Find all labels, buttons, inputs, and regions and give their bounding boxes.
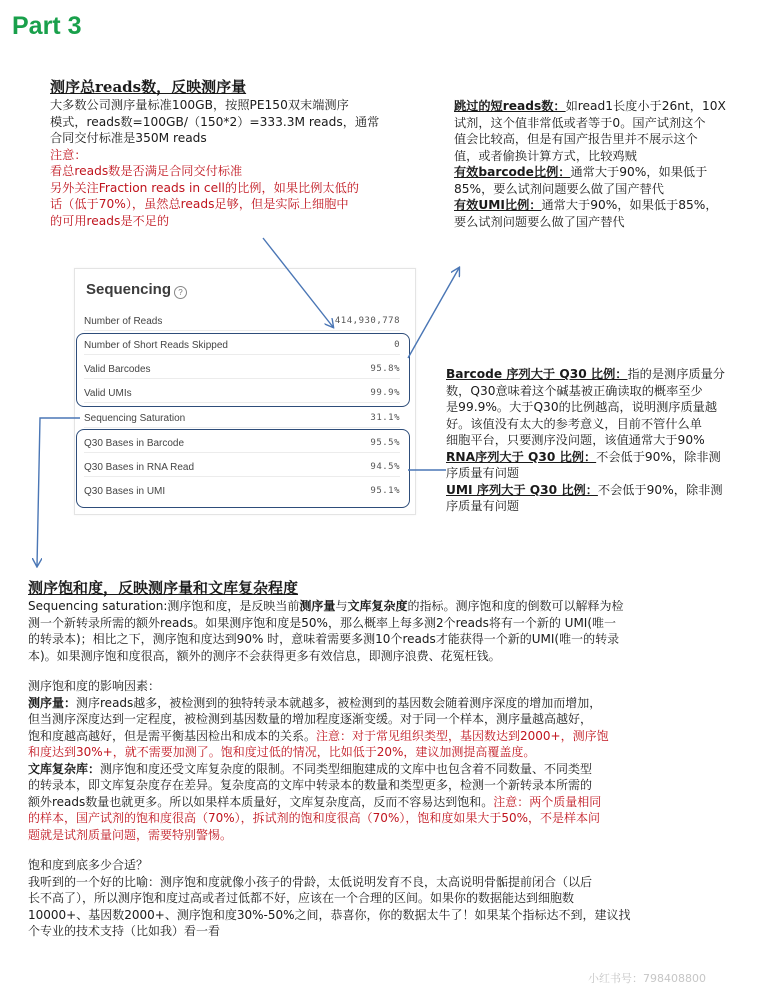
row-value: 414,930,778 [334, 316, 400, 326]
question-line: 饱和度到底多少合适？ [28, 858, 149, 872]
row-value: 0 [394, 340, 400, 350]
total-reads-line: 大多数公司测序量标准100GB，按照PE150双末端测序 [50, 98, 349, 112]
saturation-keyword: 文库复杂度 [347, 599, 408, 613]
barcode-q30-text: 指的是测序质量分 [627, 367, 725, 381]
sequencing-title: Sequencing [86, 281, 172, 298]
arrow-skipped [408, 268, 459, 358]
skipped-line: 值会比较高，但是有国产报告里并不展示这个 [454, 132, 698, 146]
factors-label: 测序饱和度的影响因素： [28, 679, 161, 693]
umi-q30-line: 序质量有问题 [446, 499, 520, 513]
factor-note: 的样本，国产试剂的饱和度很高（70%），拆试剂的饱和度很高（70%），饱和度如果大于50%，不是样本问 [28, 811, 601, 825]
skipped-heading: 跳过的短reads数： [454, 99, 566, 113]
rna-q30-text: 不会低于90%，除非测 [596, 449, 721, 464]
row-value: 31.1% [370, 413, 400, 423]
factor-note: 注意：两个质量相同 [493, 794, 602, 809]
factor-text: 测序reads越多，被检测到的独特转录本就越多，被检测到的基因数会随着测序深度的增加而增加， [76, 695, 602, 710]
note-line: 另外关注Fraction reads in cell的比例，如果比例太低的 [50, 180, 359, 195]
note-label: 注意： [50, 147, 87, 162]
rna-q30-heading: RNA序列大于 Q30 比例： [446, 449, 597, 464]
row-label: Q30 Bases in Barcode [84, 438, 185, 449]
saturation-line: 本)。如果测序饱和度很高，额外的测序不会获得更多有效信息，即测序浪费、花冤枉钱。 [28, 648, 501, 663]
valid-umi-line: 要么试剂问题要么做了国产替代 [454, 214, 625, 229]
total-reads-heading: 测序总reads数，反映测序量 [50, 78, 247, 96]
row-value: 94.5% [370, 462, 400, 472]
watermark: 小红书号：798408800 [588, 972, 706, 985]
part-title: Part 3 [12, 12, 82, 40]
umi-q30-text: 不会低于90%，除非测 [597, 482, 723, 497]
saturation-block [28, 579, 776, 940]
answer-line: 10000+、基因数2000+、测序饱和度30%-50%之间，恭喜你，你的数据太牛了！如果某个指标达不到，建议找 [28, 907, 631, 922]
factor-text: 饱和度越高越好，但是需平衡基因检出和成本的关系。 [28, 728, 317, 743]
valid-barcode-heading: 有效barcode比例： [454, 165, 571, 179]
answer-line: 我听到的一个好的比喻：测序饱和度就像小孩子的骨龄，太低说明发育不良，太高说明骨骺提前闭合（以后 [28, 874, 593, 889]
saturation-text: 的指标。测序饱和度的倒数可以解释为检 [407, 599, 624, 613]
factor-note: 注意：对于常见组织类型，基因数达到2000+，测序饱 [316, 728, 609, 743]
answer-line: 长不高了），所以测序饱和度过高或者过低都不好，应该在一个合理的区间。如果你的数据能达到细胞数 [28, 891, 575, 905]
row-label: Valid UMIs [84, 388, 132, 399]
barcode-q30-line: 细胞平台，只要测序没问题，该值通常大于90% [446, 433, 705, 447]
factor-heading: 测序量： [28, 695, 77, 710]
rna-q30-line: 序质量有问题 [446, 466, 520, 480]
row-label: Number of Reads [84, 316, 163, 327]
total-reads-line: 模式，reads数=100GB/（150*2）=333.3M reads，通常 [50, 114, 380, 129]
note-line: 话（低于70%），虽然总reads足够，但是实际上细胞中 [50, 197, 349, 211]
factor-note: 和度达到30%+，就不需要加测了。饱和度过低的情况，比如低于20%，建议加测提高覆盖度。 [28, 745, 536, 759]
valid-umi-text: 通常大于90%，如果低于85%， [541, 198, 718, 212]
barcode-q30-line: 好。该值没有太大的参考意义，目前不管什么单 [446, 416, 702, 431]
factor-line: 但当测序深度达到一定程度，被检测到基因数量的增加程度逐渐变缓。对于同一个样本，测序量越高越好， [28, 712, 593, 726]
factor-text: 额外reads数量也就更多。所以如果样本质量好，文库复杂度高，反而不容易达到饱和。 [28, 794, 494, 809]
row-label: Number of Short Reads Skipped [84, 340, 228, 351]
umi-q30-heading: UMI 序列大于 Q30 比例： [446, 482, 598, 497]
factor-line: 的转录本，即文库复杂度存在差异。复杂度高的文库中转录本的数量和类型更多，检测一个新转录本所需的 [28, 778, 593, 792]
factor-heading: 文库复杂库： [28, 761, 101, 776]
arrow-total-reads [263, 238, 333, 327]
factor-note: 题就是试剂质量问题，需要特别警惕。 [28, 827, 233, 842]
skipped-text: 如read1长度小于26nt，10X [565, 99, 726, 113]
row-label: Q30 Bases in RNA Read [84, 462, 195, 473]
note-line: 的可用reads是不足的 [50, 213, 170, 228]
row-label: Q30 Bases in UMI [84, 486, 166, 497]
barcode-q30-line: 数，Q30意味着这个碱基被正确读取的概率至少 [446, 383, 703, 398]
skipped-line: 值，或者偷换计算方式，比较鸡贼 [454, 148, 637, 163]
saturation-text: 与 [335, 599, 348, 613]
total-reads-line: 合同交付标准是350M reads [50, 131, 207, 145]
row-value: 95.8% [370, 364, 400, 374]
saturation-heading: 测序饱和度，反映测序量和文库复杂程度 [28, 579, 299, 597]
valid-barcode-line: 85%，要么试剂问题要么做了国产替代 [454, 181, 664, 196]
saturation-text: Sequencing saturation:测序饱和度，是反映当前 [28, 599, 300, 613]
saturation-line: 的转录本)；相比之下，测序饱和度达到90% 时，意味着需要多测10个reads才能获得一个新的UMI(唯一的转录 [28, 632, 620, 646]
help-icon[interactable]: ? [174, 286, 187, 299]
valid-umi-heading: 有效UMI比例： [454, 198, 542, 212]
factor-text: 测序饱和度还受文库复杂度的限制。不同类型细胞建成的文库中也包含着不同数量、不同类型 [100, 761, 593, 776]
barcode-q30-heading: Barcode 序列大于 Q30 比例： [446, 367, 628, 381]
skipped-line: 试剂，这个值非常低或者等于0。国产试剂这个 [454, 115, 706, 130]
barcode-q30-line: 是99.9%。大于Q30的比例越高，说明测序质量越 [446, 400, 718, 414]
answer-line: 个专业的技术支持（比如我）看一看 [28, 924, 221, 938]
row-value: 95.1% [370, 486, 400, 496]
valid-barcode-text: 通常大于90%，如果低于 [570, 165, 708, 179]
note-line: 看总reads数是否满足合同交付标准 [50, 164, 243, 178]
q30-block [446, 366, 774, 515]
saturation-keyword: 测序量 [299, 599, 336, 613]
saturation-line: 测一个新转录所需的额外reads。如果测序饱和度是50%，那么概率上每多测2个reads将有一个新的 UMI(唯一 [28, 615, 617, 630]
row-value: 99.9% [370, 388, 400, 398]
row-label: Sequencing Saturation [84, 413, 186, 424]
arrow-saturation [37, 418, 80, 566]
row-label: Valid Barcodes [84, 364, 151, 375]
row-value: 95.5% [370, 438, 400, 448]
